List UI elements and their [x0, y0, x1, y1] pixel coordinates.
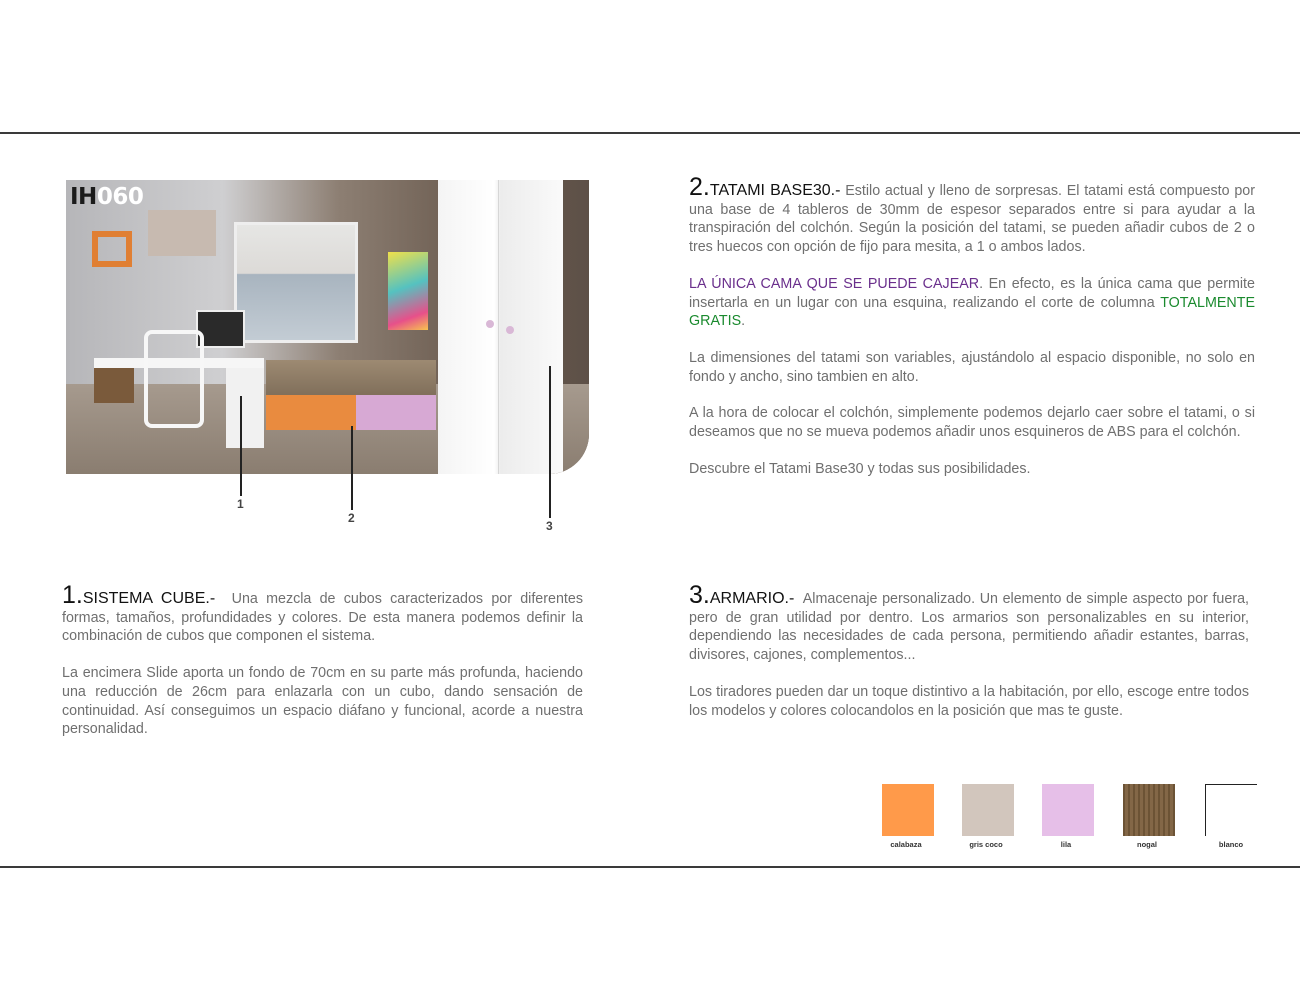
bed-base-orange-shape: [266, 395, 356, 430]
logo-number: 060: [96, 184, 144, 210]
swatch-blanco: [1205, 784, 1257, 836]
highlight-end: .: [741, 313, 746, 330]
callout-3: 3: [546, 519, 553, 533]
swatch-nogal: [1123, 784, 1175, 836]
section-heading: ARMARIO.-: [709, 590, 795, 607]
highlight-purple: LA ÚNICA CAMA QUE SE PUEDE CAJEAR: [689, 275, 980, 292]
cube-intro-paragraph: [62, 581, 583, 646]
wall-cabinet-shape: [148, 210, 216, 256]
swatch-label-calabaza: calabaza: [890, 840, 922, 849]
bed-shape: [266, 360, 436, 398]
section-cube: [62, 581, 583, 757]
cube-worktop-paragraph: La encimera Slide aporta un fondo de 70cm en su parte más profunda, haciendo una reducción de 26cm para enlazarla con un cubo, dando sensación de continuidad. Así conseguimos un espacio diáfano y funcional, acorde a nuestra personalidad.: [62, 665, 583, 738]
swatch-lila: [1042, 784, 1094, 836]
wardrobe-knob-right: [506, 326, 514, 334]
section-number: 2.: [689, 173, 710, 201]
swatch-label-blanco: blanco: [1218, 840, 1244, 849]
wardrobe-handles-paragraph: Los tiradores pueden dar un toque distintivo a la habitación, por ello, escoge entre todos los modelos y colores colocandolos en la posición que mas te guste.: [689, 683, 1249, 719]
poster-shape: [388, 252, 428, 330]
swatch-label-lila: lila: [1060, 840, 1072, 849]
tatami-highlight-paragraph: [689, 275, 1255, 331]
highlight-middle-text: . En efecto, es la única cama que permite insertarla en un lugar con una esquina, realizando el corte de columna: [689, 275, 1255, 311]
swatch-label-gris-coco: gris coco: [969, 840, 1003, 849]
wardrobe-intro-paragraph: [689, 581, 1250, 665]
desk-leg-shape: [226, 368, 264, 448]
wardrobe-shape: [438, 180, 563, 474]
callout-2: 2: [348, 511, 355, 525]
section-number: 1.: [62, 581, 83, 609]
orange-cube-shape: [92, 231, 132, 267]
tatami-mattress-paragraph: A la hora de colocar el colchón, simplemente podemos dejarlo caer sobre el tatami, o si deseamos que no se mueva podemos añadir unos esquineros de ABS para el colchón.: [689, 405, 1255, 441]
logo-prefix: IH: [70, 184, 97, 210]
room-photo: [66, 180, 589, 474]
section-wardrobe: [689, 581, 1250, 738]
section-intro: Estilo actual y lleno de sorpresas. El tatami está compuesto por una base de 4 tableros de 30mm de espesor separados entre si para ayudar a la transpiración del colchón. Según la posición del tatami, se pueden añadir cubos de 2 o tres huecos con opción de fijo para mesita, a 1 o ambos lados.: [689, 183, 1255, 256]
callout-line-2: [351, 426, 353, 510]
tatami-dimensions-paragraph: La dimensiones del tatami son variables, ajustándolo al espacio disponible, no solo en fondo y ancho, sino tambien en alto.: [689, 349, 1255, 385]
callout-1: 1: [237, 497, 244, 511]
section-intro: Una mezcla de cubos caracterizados por diferentes formas, tamaños, profundidades y colores. De esta manera podemos definir la combinación de cubos que componen el sistema.: [62, 591, 583, 645]
window-shape: [234, 222, 358, 343]
wardrobe-knob-left: [486, 320, 494, 328]
wardrobe-door-line: [498, 180, 499, 474]
swatch-gris-coco: [962, 784, 1014, 836]
section-number: 3.: [689, 581, 710, 609]
callout-line-1: [240, 396, 242, 496]
tatami-intro-paragraph: [689, 173, 1255, 257]
section-tatami: [689, 173, 1255, 496]
highlight-green: TOTALMENTE GRATIS: [689, 294, 1255, 330]
callout-line-3: [549, 366, 551, 518]
desk-drawer-shape: [94, 368, 134, 403]
top-divider: [0, 132, 1300, 134]
section-heading: TATAMI BASE30.-: [709, 182, 841, 199]
bed-base-lilac-shape: [356, 395, 436, 430]
section-intro: Almacenaje personalizado. Un elemento de simple aspecto por fuera, pero de gran utilidad por dentro. Los armarios son personalizables en su interior, dependiendo las necesidades de cada persona, permitiendo añadir estantes, barras, divisores, cajones, complementos...: [689, 591, 1250, 664]
bottom-divider: [0, 866, 1300, 868]
product-code-logo: [70, 184, 143, 210]
tatami-closing-paragraph: Descubre el Tatami Base30 y todas sus posibilidades.: [689, 460, 1031, 477]
swatch-label-nogal: nogal: [1137, 840, 1157, 849]
chair-shape: [144, 330, 204, 428]
section-heading: SISTEMA CUBE.-: [82, 590, 216, 607]
swatch-calabaza: [882, 784, 934, 836]
